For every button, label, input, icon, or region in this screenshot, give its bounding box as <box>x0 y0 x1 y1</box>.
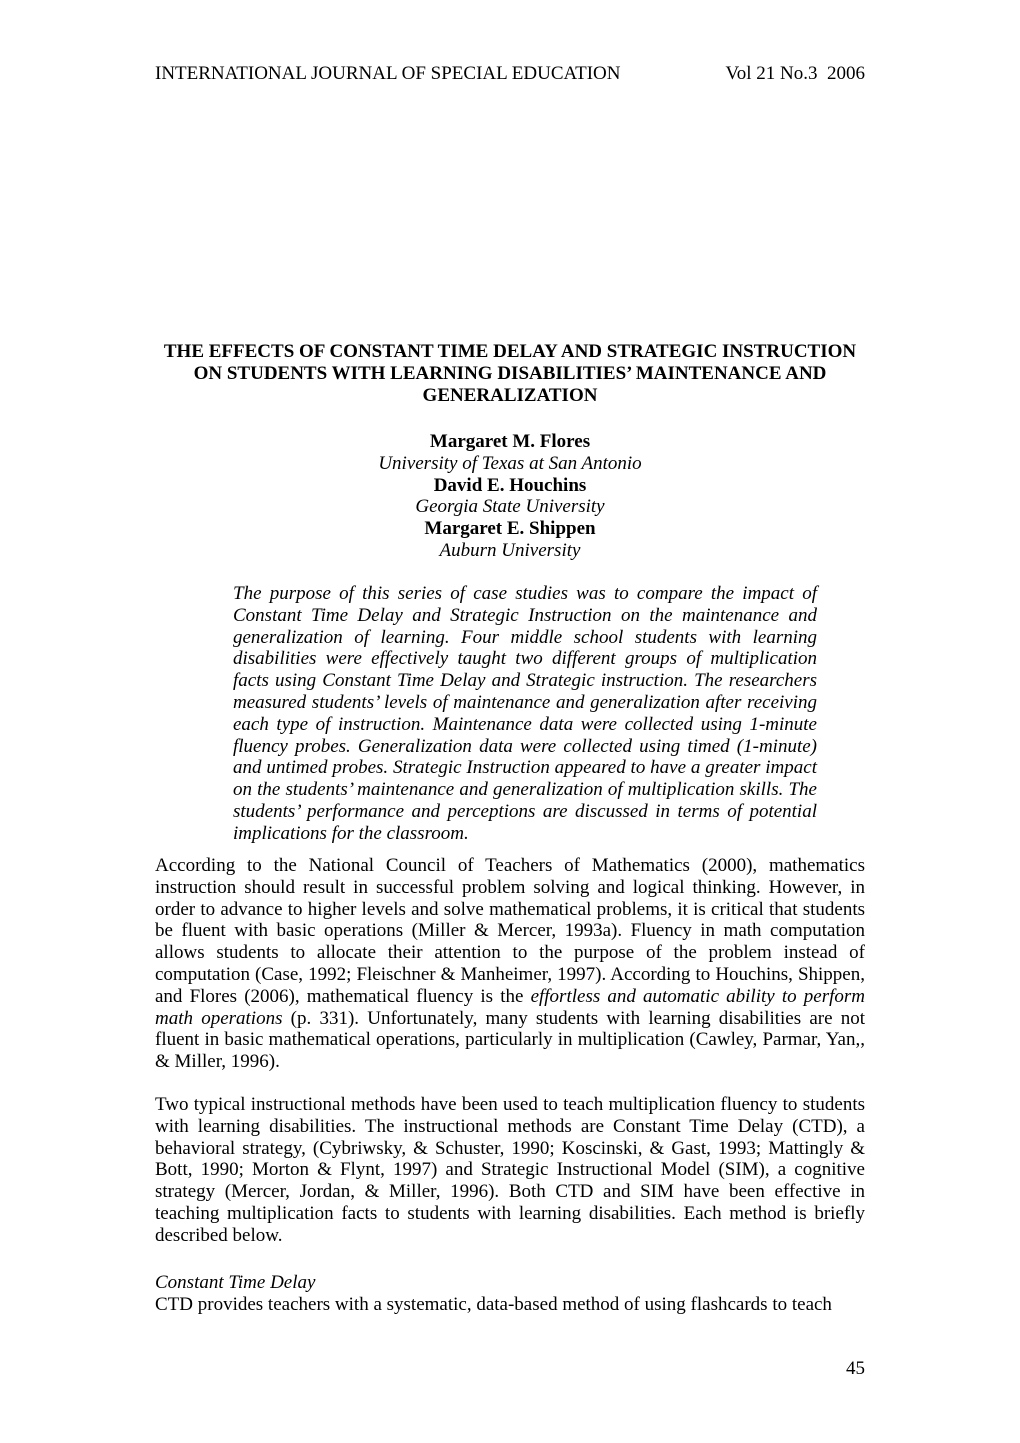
body-paragraph-2: Two typical instructional methods have been used to teach multiplication fluency to students with learning disabilities. The instructional methods are Constant Time Delay (CTD), a behavioral strategy, (Cybriwsky, & Schuster, 1990; Koscinski, & Gast, 1993; Mattingly & Bott, 1990; Morton & Flynt, 1997) and Strategic Instructional Model (SIM), a cognitive strategy (Mercer, Jordan, & Miller, 1996). Both CTD and SIM have been effective in teaching multiplication facts to students with learning disabilities. Each method is briefly described below. <box>155 1094 865 1246</box>
author-3-name: Margaret E. Shippen <box>424 518 596 540</box>
author-3-affiliation: Auburn University <box>439 539 581 561</box>
abstract-paragraph: The purpose of this series of case studies was to compare the impact of Constant Time Delay and Strategic Instruction on the maintenance and generalization of learning. Four middle school students with learning disabilities were effectively taught two different groups of multiplication facts using Constant Time Delay and Strategic instruction. The researchers measured students’ levels of maintenance and generalization after receiving each type of instruction. Maintenance data were collected using 1-minute fluency probes. Generalization data were collected using timed (1-minute) and untimed probes. Strategic Instruction appeared to have a greater impact on the students’ maintenance and generalization of multiplication skills. The students’ performance and perceptions are discussed in terms of potential implications for the classroom. <box>233 583 817 844</box>
page-number: 45 <box>846 1358 865 1379</box>
author-1-affiliation: University of Texas at San Antonio <box>378 452 642 474</box>
paragraph-1-italic-quote: effortless and automatic ability to perform math operations <box>155 985 865 1029</box>
volume-issue-label: Vol 21 No.3 2006 <box>725 63 865 84</box>
author-1-name: Margaret M. Flores <box>429 431 591 452</box>
article-title-line-2: ON STUDENTS WITH LEARNING DISABILITIES’ MAINTENANCE AND <box>193 362 827 384</box>
author-2-affiliation: Georgia State University <box>415 496 605 518</box>
article-title-line-3: GENERALIZATION <box>422 384 598 406</box>
article-title-line-1: THE EFFECTS OF CONSTANT TIME DELAY AND STRATEGIC INSTRUCTION <box>163 341 857 362</box>
body-paragraph-1 <box>155 855 865 1073</box>
paragraph-1-text-end: (p. 331). Unfortunately, many students with learning disabilities are not fluent in basic mathematical operations, particularly in multiplication (Cawley, Parmar, Yan,, & Miller, 1996). <box>155 1007 865 1073</box>
section-first-line: CTD provides teachers with a systematic, data-based method of using flashcards to teach <box>155 1293 832 1315</box>
running-header <box>155 63 865 85</box>
journal-title: INTERNATIONAL JOURNAL OF SPECIAL EDUCATION <box>155 63 621 84</box>
ctd-section <box>155 1272 865 1316</box>
paragraph-1-text-start: According to the National Council of Teachers of Mathematics (2000), mathematics instruction should result in successful problem solving and logical thinking. However, in order to advance to higher levels and solve mathematical problems, it is critical that students be fluent with basic operations (Miller & Mercer, 1993a). Fluency in math computation allows students to allocate their attention to the purpose of the problem instead of computation (Case, 1992; Fleischner & Manheimer, 1997). According to Houchins, Shippen, and Flores (2006), mathematical fluency is the <box>155 855 865 1007</box>
author-2-name: David E. Houchins <box>433 474 587 496</box>
author-block <box>155 431 865 562</box>
section-heading-constant-time-delay: Constant Time Delay <box>155 1272 316 1293</box>
article-title <box>155 341 865 406</box>
